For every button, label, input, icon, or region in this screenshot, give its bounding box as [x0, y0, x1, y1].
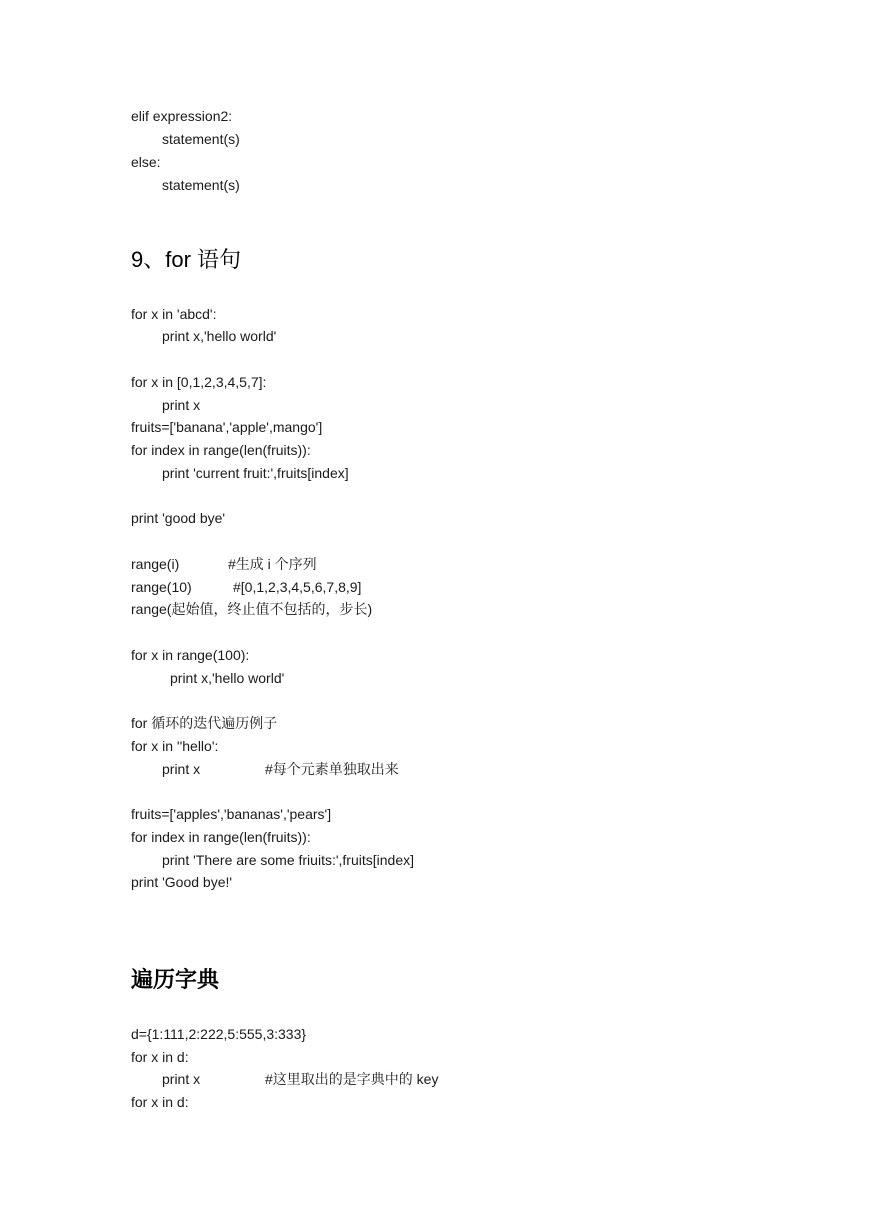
code-line: else: [131, 154, 161, 170]
code-line: range(起始值，终止值不包括的，步长) [131, 601, 373, 617]
code-line: print 'current fruit:',fruits[index] [162, 465, 349, 481]
code-line: statement(s) [162, 177, 240, 193]
code-line: print 'good bye' [131, 510, 226, 526]
code-comment: #这里取出的是字典中的 key [265, 1071, 439, 1087]
code-line: fruits=['apples','bananas','pears'] [131, 806, 332, 822]
code-line: print x [162, 1071, 201, 1087]
code-line: d={1:111,2:222,5:555,3:333} [131, 1026, 307, 1042]
code-line: print x [162, 761, 201, 777]
code-line: print 'There are some friuits:',fruits[index] [162, 852, 414, 868]
code-line: for x in 'abcd': [131, 306, 217, 322]
section-heading-dict: 遍历字典 [131, 967, 220, 992]
code-line: range(10) [131, 579, 192, 595]
code-line: for index in range(len(fruits)): [131, 829, 311, 845]
code-line: fruits=['banana','apple',mango'] [131, 419, 323, 435]
code-line: print x [162, 397, 201, 413]
code-comment: #[0,1,2,3,4,5,6,7,8,9] [233, 579, 362, 595]
code-line: for 循环的迭代遍历例子 [131, 715, 278, 731]
code-line: for x in ''hello': [131, 738, 219, 754]
code-line: range(i) [131, 556, 180, 572]
code-line: for x in [0,1,2,3,4,5,7]: [131, 374, 267, 390]
code-line: statement(s) [162, 131, 240, 147]
code-line: elif expression2: [131, 108, 233, 124]
code-comment: #每个元素单独取出来 [265, 761, 399, 777]
code-line: for x in d: [131, 1094, 189, 1110]
section-heading-for: 9、for 语句 [131, 247, 242, 272]
code-comment: #生成 i 个序列 [228, 556, 317, 572]
code-line: for x in d: [131, 1049, 189, 1065]
code-line: print x,'hello world' [170, 670, 285, 686]
code-line: print x,'hello world' [162, 328, 277, 344]
code-line: for index in range(len(fruits)): [131, 442, 311, 458]
code-line: for x in range(100): [131, 647, 250, 663]
code-line: print 'Good bye!' [131, 874, 233, 890]
